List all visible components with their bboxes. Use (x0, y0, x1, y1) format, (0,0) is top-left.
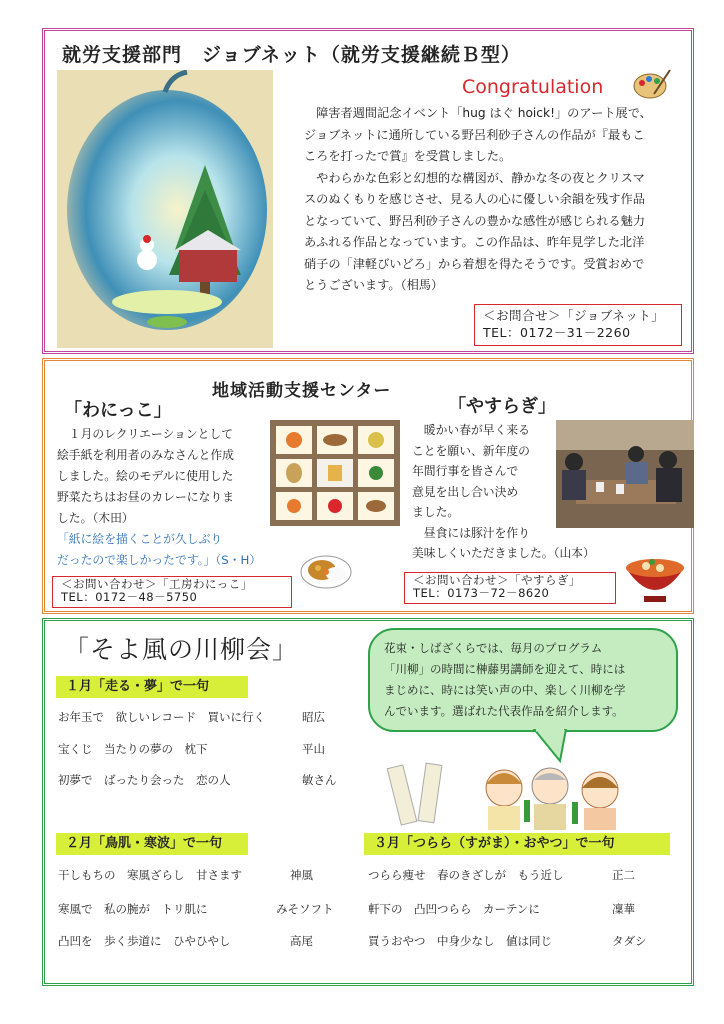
article-line: あふれる作品となっています。この作品は、昨年見学した北洋 (304, 235, 645, 249)
bubble-line: まじめに、時には笑い声の中、楽しく川柳を学 (384, 683, 626, 697)
article-line: した。（木田） (57, 511, 134, 525)
mar-poem-3: 買うおやつ 中身少なし 値は同じ (368, 934, 552, 948)
article-line: 昼食には豚汁を作り (412, 525, 530, 540)
feb-heading: ２月「鳥肌・寒波」で一句 (56, 833, 248, 855)
jan-poem-2: 宝くじ 当たりの夢の 枕下 (58, 742, 208, 756)
article-line: ました。 (412, 505, 460, 519)
article-line: １月のレクリエーションとして (57, 427, 234, 441)
class-illustration (384, 760, 654, 832)
article-line: やわらかな色彩と幻想的な構図が、静かな冬の夜とクリスマ (304, 170, 645, 185)
article-line: ジョブネットに通所している野呂利砂子さんの作品が『最もこ (304, 127, 645, 142)
feb-author-3: 高尾 (290, 934, 313, 948)
jan-poem-3: 初夢で ばったり会った 恋の人 (58, 773, 231, 787)
article-line: 年間行事を皆さんで (412, 464, 519, 478)
mar-heading: ３月「つらら（すがま）・おやつ」で一句 (364, 833, 670, 855)
article-line: 美味しくいただきました。（山本） (412, 546, 595, 560)
jobnet-article (304, 103, 684, 297)
feb-poem-3: 凸凹を 歩く歩道に ひやひやし (58, 934, 231, 948)
bubble-line: んでいます。選ばれた代表作品を紹介します。 (384, 704, 624, 718)
article-line: となっていて、野呂利砂子さんの豊かな感性が感じられる魅力 (304, 213, 646, 228)
contact-tel: TEL：0172－31－2260 (483, 325, 631, 340)
yasuragi-heading: 「やすらぎ」 (448, 396, 556, 417)
article-line: 野菜たちはお昼のカレーになりま (57, 490, 234, 504)
picture-letter-photo (270, 420, 400, 526)
jan-author-3: 敏さん (302, 773, 337, 787)
feb-author-2: みそソフト (276, 902, 334, 916)
senryu-title: 「そよ風の川柳会」 (64, 635, 299, 664)
bubble-tail (530, 729, 570, 763)
community-title: 地域活動支援センター (212, 381, 392, 401)
yasuragi-article (412, 420, 595, 564)
award-artwork (57, 70, 273, 348)
congratulation-banner: Congratulation (462, 76, 604, 98)
mar-author-1: 正二 (612, 868, 635, 882)
quote-line: だったので楽しかったです。」（S・H） (57, 553, 262, 567)
article-line: 障害者週間記念イベント「hug はぐ hoick!」のアート展で、 (304, 106, 652, 120)
article-line: ころを打ったで賞』を受賞しました。 (304, 149, 512, 163)
curry-illustration (300, 546, 352, 590)
feb-author-1: 神風 (290, 868, 313, 882)
mar-author-3: タダシ (612, 934, 647, 948)
wanikko-heading: 「わにっこ」 (64, 400, 172, 421)
jan-poem-1: お年玉で 欲しいレコード 買いに行く (58, 710, 265, 724)
palette-icon (632, 66, 672, 102)
yasuragi-contact (404, 572, 616, 604)
article-line: 絵手紙を利用者のみなさんと作成 (57, 448, 234, 462)
feb-poem-2: 寒風で 私の腕が トリ肌に (58, 902, 208, 916)
meeting-photo (556, 420, 694, 528)
jan-author-2: 平山 (302, 742, 325, 756)
jobnet-contact (474, 304, 682, 346)
wanikko-article (57, 424, 267, 571)
contact-tel: TEL：0173－72－8620 (413, 586, 550, 600)
contact-label: ＜お問い合わせ＞「やすらぎ」 (413, 573, 581, 587)
quote-line: 「紙に絵を描くことが久しぶり (57, 532, 223, 546)
jan-author-1: 昭広 (302, 710, 325, 724)
mar-author-2: 凜華 (612, 902, 635, 916)
feb-poem-1: 干しもちの 寒風ざらし 甘さます (58, 868, 242, 882)
contact-label: ＜お問合せ＞「ジョブネット」 (483, 308, 665, 323)
tonjiru-illustration (622, 548, 688, 606)
wanikko-contact (52, 576, 292, 608)
senryu-intro-bubble (368, 628, 678, 732)
contact-label: ＜お問い合わせ＞「工房わにっこ」 (61, 577, 253, 591)
contact-tel: TEL：0172－48－5750 (61, 590, 198, 604)
mar-poem-2: 軒下の 凸凹つらら カーテンに (368, 902, 540, 916)
article-line: スのぬくもりを感じさせ、見る人の心に優しい余韻を残す作品 (304, 192, 645, 206)
article-line: 暖かい春が早く来る (412, 423, 530, 437)
jobnet-title: 就労支援部門 ジョブネット（就労支援継続Ｂ型） (62, 44, 521, 66)
article-line: しました。絵のモデルに使用した (57, 469, 234, 483)
jan-heading: １月「走る・夢」で一句 (56, 676, 248, 698)
article-line: 意見を出し合い決め (412, 484, 519, 499)
article-line: ことを願い、新年度の (412, 443, 530, 458)
bubble-line: 「川柳」の時間に榊藤男講師を迎えて、時には (384, 662, 626, 676)
bubble-line: 花束・しばざくらでは、毎月のプログラム (384, 641, 603, 655)
mar-poem-1: つらら痩せ 春のきざしが もう近し (368, 868, 564, 882)
article-line: とうございます。（相馬） (304, 278, 444, 292)
article-line: 硝子の「津軽びいどろ」から着想を得たそうです。受賞おめで (304, 256, 645, 271)
